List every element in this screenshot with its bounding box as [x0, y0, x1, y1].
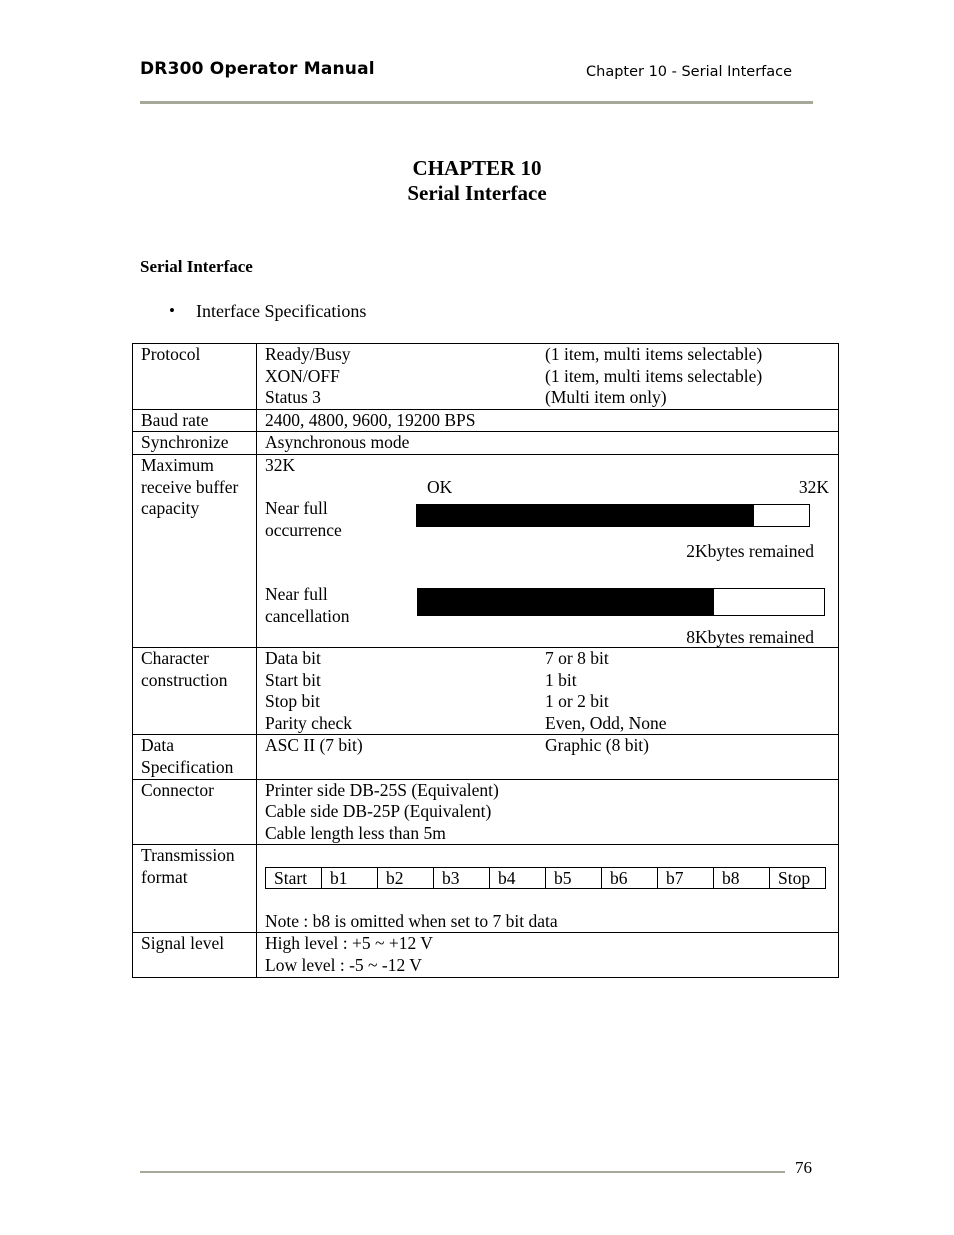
row-label: Signal level	[133, 933, 257, 977]
character-item: Stop bit	[265, 691, 320, 712]
character-item: Start bit	[265, 669, 321, 690]
row-label: Transmission format	[133, 845, 257, 933]
occurrence-remaining: 2Kbytes remained	[686, 540, 814, 561]
protocol-item: Ready/Busy	[265, 344, 351, 364]
table-row	[133, 409, 839, 432]
character-value: 7 or 8 bit	[545, 647, 609, 668]
bit-cell: b4	[490, 868, 546, 889]
baud-value: 2400, 4800, 9600, 19200 BPS	[257, 409, 839, 432]
table-row	[133, 454, 839, 647]
occurrence-bar-fill	[417, 505, 754, 526]
character-value: 1 bit	[545, 669, 577, 690]
chapter-number: CHAPTER 10	[412, 156, 542, 180]
list-item	[265, 713, 834, 735]
bit-cell: Start	[266, 868, 322, 889]
connector-line: Cable length less than 5m	[265, 822, 446, 843]
bit-cell: b6	[602, 868, 658, 889]
signal-line: High level : +5 ~ +12 V	[265, 933, 433, 954]
bit-cell: Stop	[770, 868, 826, 889]
manual-title: DR300 Operator Manual	[140, 59, 375, 79]
bit-cell: b8	[714, 868, 770, 889]
data-spec-value: Graphic (8 bit)	[545, 735, 649, 756]
character-cell	[257, 647, 839, 734]
bit-cell: b1	[322, 868, 378, 889]
chapter-title: Serial Interface	[407, 181, 547, 205]
list-item	[265, 366, 834, 388]
list-item	[265, 648, 834, 670]
row-label: Protocol	[133, 344, 257, 410]
sync-value: Asynchronous mode	[257, 432, 839, 455]
connector-line: Cable side DB-25P (Equivalent)	[265, 801, 492, 822]
bullet-icon: •	[169, 301, 175, 320]
footer-rule	[140, 1171, 785, 1173]
buffer-cell	[257, 454, 839, 647]
protocol-note: (1 item, multi items selectable)	[545, 344, 763, 364]
character-value: 1 or 2 bit	[545, 691, 609, 712]
protocol-item: XON/OFF	[265, 365, 340, 386]
table-row	[133, 647, 839, 734]
list-item	[265, 387, 834, 409]
bit-cell: b3	[434, 868, 490, 889]
table-row	[133, 735, 839, 779]
spec-table	[132, 343, 839, 978]
data-spec-cell	[257, 735, 839, 779]
table-row	[133, 933, 839, 977]
transmission-cell	[257, 845, 839, 933]
cancellation-bar-fill	[418, 589, 714, 615]
character-value: Even, Odd, None	[545, 712, 667, 733]
signal-cell	[257, 933, 839, 977]
connector-line: Printer side DB-25S (Equivalent)	[265, 779, 499, 800]
buffer-size: 32K	[265, 454, 296, 475]
max-label: 32K	[798, 476, 829, 497]
row-label: Connector	[133, 779, 257, 845]
occurrence-buffer-bar	[416, 504, 810, 527]
row-label: Character construction	[133, 647, 257, 734]
row-label: Baud rate	[133, 409, 257, 432]
page-number: 76	[795, 1158, 812, 1177]
bullet-text: Interface Specifications	[196, 301, 367, 321]
list-item	[265, 691, 834, 713]
bit-frame	[265, 867, 826, 889]
protocol-cell	[257, 344, 839, 410]
protocol-note: (Multi item only)	[545, 387, 667, 408]
row-label: Synchronize	[133, 432, 257, 455]
data-spec-value: ASC II (7 bit)	[265, 735, 363, 756]
table-row	[133, 779, 839, 845]
ok-label: OK	[427, 476, 453, 497]
bit-cell: b7	[658, 868, 714, 889]
list-item	[265, 670, 834, 692]
bit-cell: b5	[546, 868, 602, 889]
protocol-item: Status 3	[265, 387, 321, 408]
near-full-cancellation-label: Near full cancellation	[265, 583, 350, 626]
table-row	[133, 344, 839, 410]
section-title: Serial Interface	[140, 257, 253, 276]
cancellation-remaining: 8Kbytes remained	[686, 626, 814, 647]
header-rule	[140, 101, 813, 104]
protocol-note: (1 item, multi items selectable)	[545, 365, 763, 386]
connector-cell	[257, 779, 839, 845]
table-row	[133, 432, 839, 455]
list-item	[265, 344, 834, 366]
character-item: Parity check	[265, 712, 352, 733]
near-full-occurrence-label: Near full occurrence	[265, 497, 342, 540]
row-label: Data Specification	[133, 735, 257, 779]
bit-cell: b2	[378, 868, 434, 889]
signal-line: Low level : -5 ~ -12 V	[265, 954, 422, 975]
chapter-header: Chapter 10 - Serial Interface	[586, 64, 793, 80]
transmission-note: Note : b8 is omitted when set to 7 bit data	[265, 911, 558, 932]
cancellation-buffer-bar	[417, 588, 825, 616]
row-label: Maximum receive buffer capacity	[133, 454, 257, 647]
table-row	[133, 845, 839, 933]
character-item: Data bit	[265, 647, 321, 668]
